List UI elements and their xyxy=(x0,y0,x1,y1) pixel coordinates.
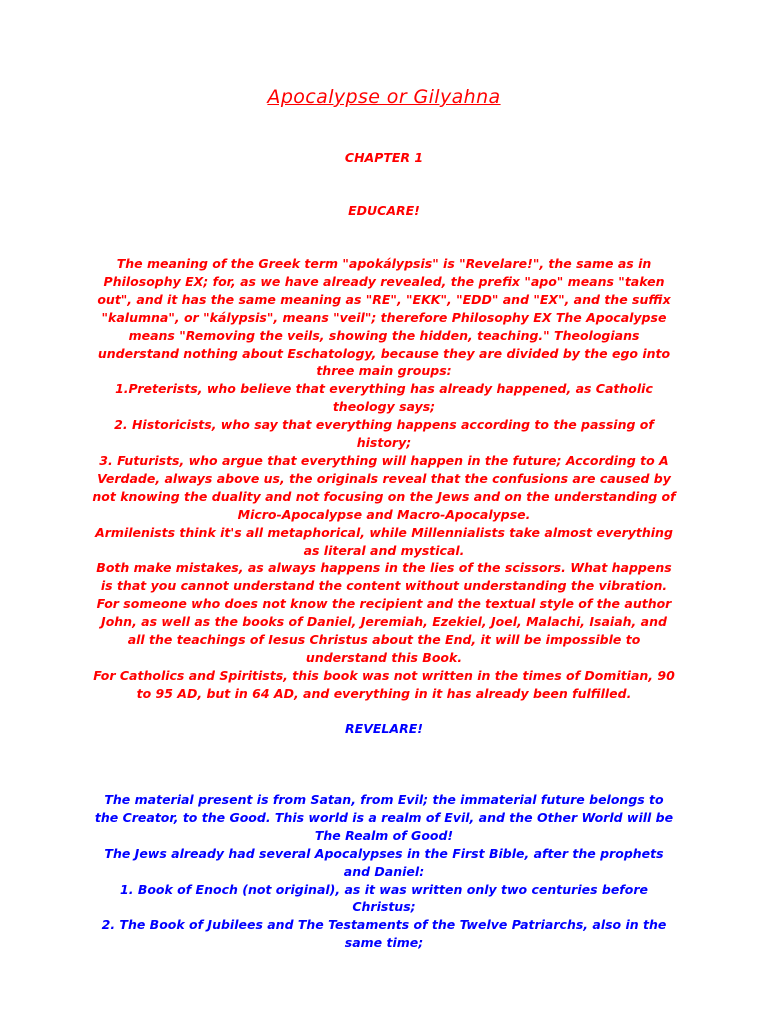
paragraph: Both make mistakes, as always happens in the lies of the scissors. What happens is that you cannot understand the content without understanding the vibration. For someone who does not know the recipient and the textual style of the author John, as well as the books of Daniel, Jeremiah, Ezekiel, Joel, Malachi, Isaiah, and all the teachings of Iesus Christus about the End, it will be impossible to understand this Book. xyxy=(96,560,672,665)
paragraph: The Jews already had several Apocalypses in the First Bible, after the prophets and Daniel: xyxy=(104,845,664,879)
paragraph: Armilenists think it's all metaphorical, while Millennialists take almost everything as literal and mystical. xyxy=(95,524,673,558)
section-heading-revelare: REVELARE! xyxy=(345,721,423,736)
paragraph: For Catholics and Spiritists, this book was not written in the times of Domitian, 90 to 95 AD, but in 64 AD, and everything in it has already been fulfilled. xyxy=(93,667,675,701)
paragraph: 2. The Book of Jubilees and The Testaments of the Twelve Patriarchs, also in the same time; xyxy=(101,917,667,951)
paragraph: The material present is from Satan, from Evil; the immaterial future belongs to the Creator, to the Good. This world is a realm of Evil, and the Other World will be The Realm of Good! xyxy=(94,792,674,843)
educare-body xyxy=(92,255,676,703)
chapter-heading: CHAPTER 1 xyxy=(344,150,424,165)
paragraph: 1.Preterists, who believe that everything has already happened, as Catholic theology says; xyxy=(115,381,653,415)
paragraph: 3. Futurists, who argue that everything will happen in the future; According to A Verdade, always above us, the originals reveal that the confusions are caused by not knowing the duality and not focusing on the Jews and on the understanding of Micro-Apocalypse and Macro-Apocalypse. xyxy=(92,452,676,522)
document-title: Apocalypse or Gilyahna xyxy=(267,86,501,108)
paragraph: The meaning of the Greek term "apokálypsis" is "Revelare!", the same as in Philosophy EX; for, as we have already revealed, the prefix "apo" means "taken out", and it has the same meaning as "RE", "EKK", "EDD" and "EX", and the suffix "kalumna", or "kálypsis", means "veil"; therefore Philosophy EX The Apocalypse means "Removing the veils, showing the hidden, teaching." Theologians understand nothing about Eschatology, because they are divided by the ego into three main groups: xyxy=(97,256,671,379)
paragraph: 2. Historicists, who say that everything happens according to the passing of history; xyxy=(114,417,654,451)
paragraph: 1. Book of Enoch (not original), as it was written only two centuries before Christus; xyxy=(120,881,648,915)
revelare-body xyxy=(92,791,676,952)
section-heading-educare: EDUCARE! xyxy=(348,203,420,218)
